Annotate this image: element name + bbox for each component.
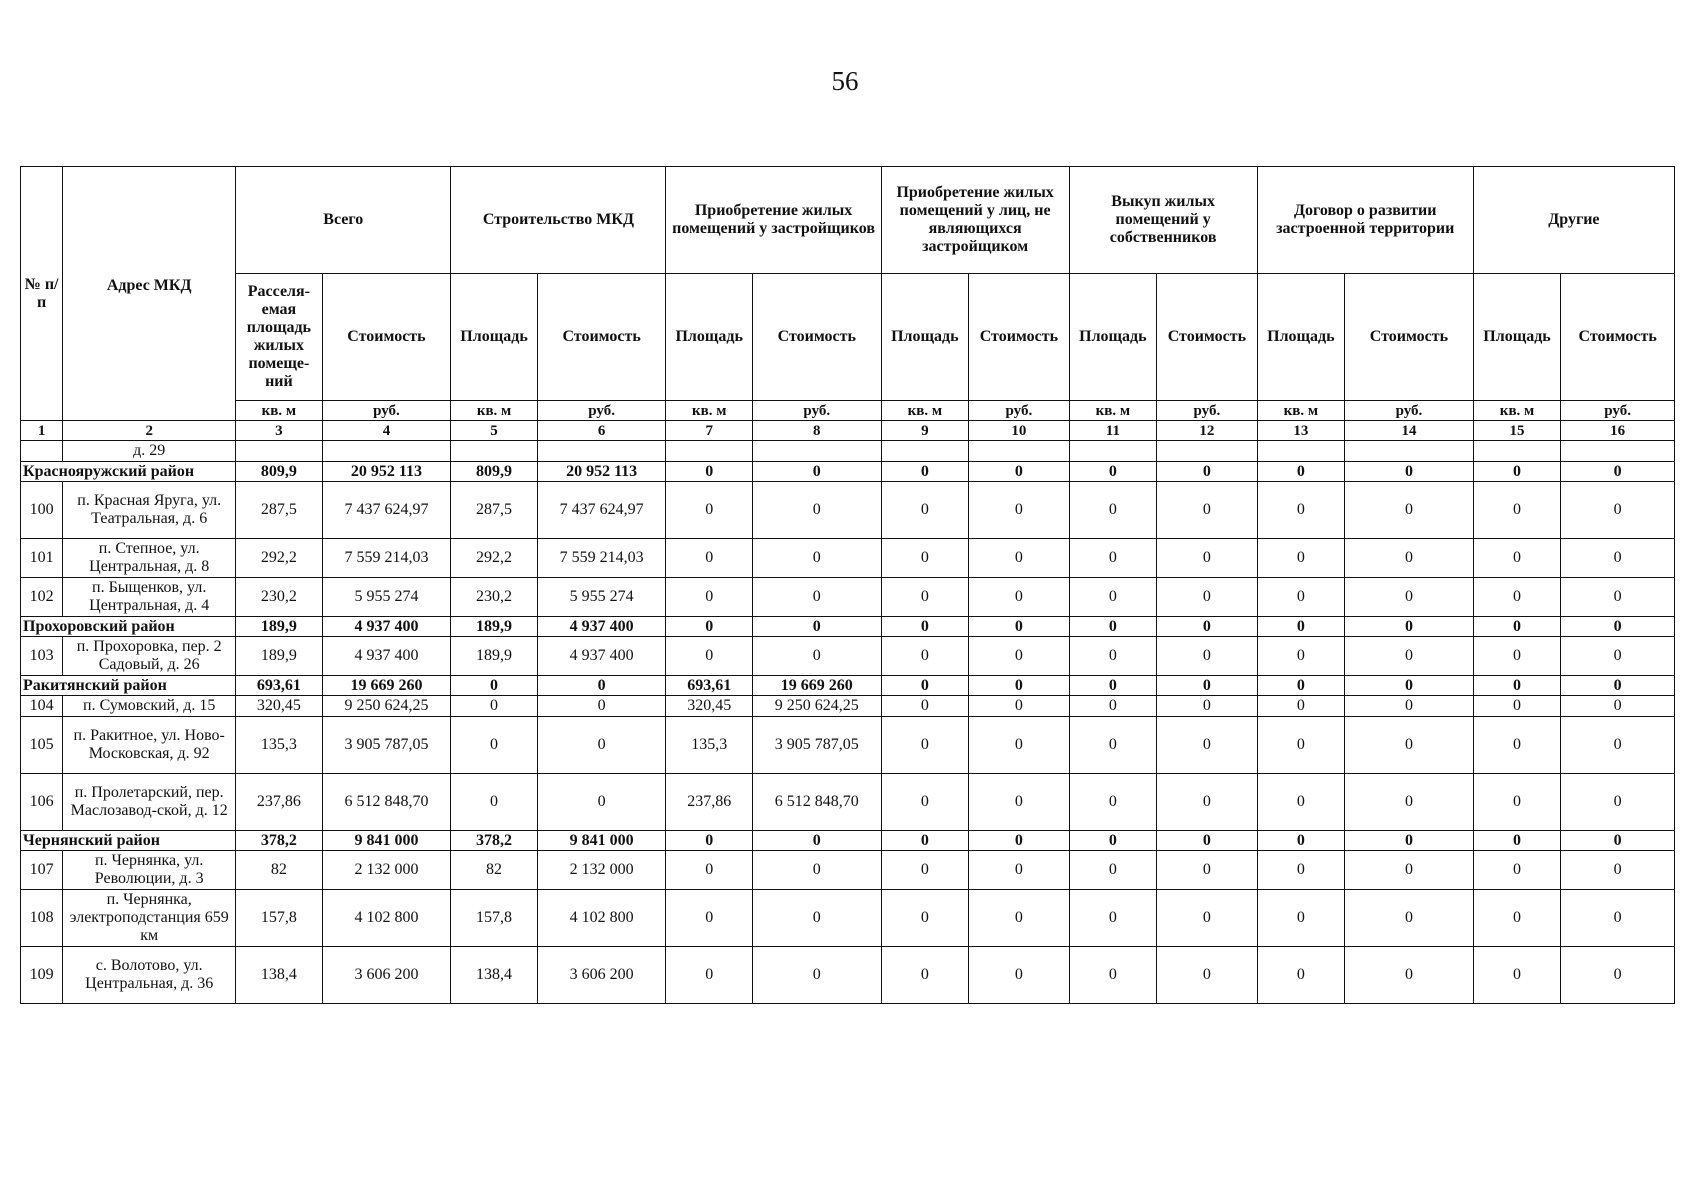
row-value: 5 955 274 xyxy=(537,578,666,617)
row-value: 0 xyxy=(1345,831,1474,851)
unit-area: кв. м xyxy=(881,401,968,421)
unit-area: кв. м xyxy=(1257,401,1344,421)
row-value: 4 937 400 xyxy=(537,637,666,676)
row-value: 0 xyxy=(881,851,968,890)
row-value: 0 xyxy=(537,774,666,831)
district-row xyxy=(21,831,1675,851)
row-value: 0 xyxy=(752,578,881,617)
row-value: 7 437 624,97 xyxy=(322,482,451,539)
header-group-construction: Строительство МКД xyxy=(451,167,666,274)
unit-area: кв. м xyxy=(236,401,322,421)
row-value: 0 xyxy=(537,696,666,717)
header-sub-cost: Стоимость xyxy=(1345,274,1474,401)
row-value: 0 xyxy=(666,890,752,947)
row-value: 7 559 214,03 xyxy=(537,539,666,578)
row-value: 0 xyxy=(1069,890,1156,947)
row-value: 0 xyxy=(1473,774,1560,831)
row-address: д. 29 xyxy=(63,441,236,462)
row-value: 0 xyxy=(1157,637,1258,676)
table-row xyxy=(21,890,1675,947)
row-value: 0 xyxy=(1345,676,1474,696)
row-value: 3 905 787,05 xyxy=(752,717,881,774)
row-value: 0 xyxy=(969,578,1070,617)
row-address: п. Степное, ул. Центральная, д. 8 xyxy=(63,539,236,578)
header-sub-cost: Стоимость xyxy=(752,274,881,401)
row-value: 0 xyxy=(666,462,752,482)
row-value: 0 xyxy=(881,617,968,637)
row-value: 0 xyxy=(969,831,1070,851)
row-value: 292,2 xyxy=(236,539,322,578)
district-name: Прохоровский район xyxy=(21,617,236,637)
row-value: 82 xyxy=(451,851,537,890)
row-value: 0 xyxy=(969,676,1070,696)
row-value: 0 xyxy=(752,462,881,482)
unit-area: кв. м xyxy=(666,401,752,421)
header-units-row xyxy=(21,401,1675,421)
row-value: 4 937 400 xyxy=(322,637,451,676)
row-value: 230,2 xyxy=(236,578,322,617)
row-value: 0 xyxy=(1345,482,1474,539)
unit-rub: руб. xyxy=(1561,401,1675,421)
row-value: 0 xyxy=(752,947,881,1004)
row-value: 4 937 400 xyxy=(322,617,451,637)
row-value: 0 xyxy=(1345,717,1474,774)
row-value: 0 xyxy=(969,617,1070,637)
row-value: 7 559 214,03 xyxy=(322,539,451,578)
row-value: 189,9 xyxy=(451,637,537,676)
header-address: Адрес МКД xyxy=(63,167,236,421)
header-sub-area: Площадь xyxy=(1473,274,1560,401)
row-value: 0 xyxy=(1157,696,1258,717)
row-number: 109 xyxy=(21,947,63,1004)
header-sub-cost: Стоимость xyxy=(1561,274,1675,401)
row-value: 0 xyxy=(1157,539,1258,578)
row-value: 0 xyxy=(1473,717,1560,774)
row-value: 0 xyxy=(881,717,968,774)
row-value: 0 xyxy=(1069,696,1156,717)
table-row xyxy=(21,774,1675,831)
row-value: 0 xyxy=(1157,462,1258,482)
row-value: 237,86 xyxy=(666,774,752,831)
row-number: 102 xyxy=(21,578,63,617)
row-value: 0 xyxy=(1257,482,1344,539)
row-value: 0 xyxy=(1345,696,1474,717)
row-value: 0 xyxy=(1257,947,1344,1004)
row-value: 0 xyxy=(969,539,1070,578)
row-number: 104 xyxy=(21,696,63,717)
row-value: 0 xyxy=(969,851,1070,890)
header-sub-area: Площадь xyxy=(666,274,752,401)
row-value: 4 937 400 xyxy=(537,617,666,637)
row-value: 0 xyxy=(537,717,666,774)
row-value: 0 xyxy=(1157,482,1258,539)
row-number: 105 xyxy=(21,717,63,774)
row-value: 0 xyxy=(1561,676,1675,696)
row-value: 237,86 xyxy=(236,774,322,831)
row-value: 0 xyxy=(1345,890,1474,947)
header-sub-area: Площадь xyxy=(1257,274,1344,401)
row-value: 135,3 xyxy=(666,717,752,774)
row-value: 0 xyxy=(881,482,968,539)
row-value: 20 952 113 xyxy=(537,462,666,482)
row-value: 287,5 xyxy=(236,482,322,539)
row-value: 0 xyxy=(1069,676,1156,696)
district-row xyxy=(21,462,1675,482)
row-value: 6 512 848,70 xyxy=(752,774,881,831)
row-value: 0 xyxy=(1069,717,1156,774)
row-value: 0 xyxy=(881,462,968,482)
row-value: 0 xyxy=(1069,617,1156,637)
row-value: 0 xyxy=(1069,462,1156,482)
column-number: 11 xyxy=(1069,421,1156,441)
row-value: 2 132 000 xyxy=(322,851,451,890)
row-value: 0 xyxy=(1561,482,1675,539)
header-group-buyout-owners: Выкуп жилых помещений у собственников xyxy=(1069,167,1257,274)
row-value: 0 xyxy=(752,851,881,890)
column-number: 14 xyxy=(1345,421,1474,441)
unit-rub: руб. xyxy=(537,401,666,421)
row-value: 0 xyxy=(752,482,881,539)
row-value: 0 xyxy=(1561,539,1675,578)
row-value: 0 xyxy=(1157,578,1258,617)
row-value: 0 xyxy=(1473,831,1560,851)
header-group-other: Другие xyxy=(1473,167,1674,274)
column-number: 2 xyxy=(63,421,236,441)
row-value: 0 xyxy=(1069,947,1156,1004)
row-value: 0 xyxy=(1257,851,1344,890)
row-value: 0 xyxy=(666,637,752,676)
row-value: 693,61 xyxy=(236,676,322,696)
row-value: 0 xyxy=(1473,676,1560,696)
row-value: 0 xyxy=(1473,696,1560,717)
row-value: 0 xyxy=(1473,539,1560,578)
row-value: 0 xyxy=(752,831,881,851)
row-value: 138,4 xyxy=(451,947,537,1004)
header-sub-area: Площадь xyxy=(881,274,968,401)
row-value: 0 xyxy=(1473,578,1560,617)
row-value: 0 xyxy=(969,717,1070,774)
row-value: 0 xyxy=(1473,947,1560,1004)
row-value: 0 xyxy=(1561,890,1675,947)
row-value: 0 xyxy=(881,831,968,851)
row-value: 0 xyxy=(1257,617,1344,637)
row-value: 0 xyxy=(1257,637,1344,676)
column-number: 13 xyxy=(1257,421,1344,441)
header-sub-cost: Стоимость xyxy=(537,274,666,401)
row-value: 3 606 200 xyxy=(322,947,451,1004)
row-value: 0 xyxy=(1345,578,1474,617)
row-address: с. Волотово, ул. Центральная, д. 36 xyxy=(63,947,236,1004)
row-value: 0 xyxy=(969,947,1070,1004)
table-row xyxy=(21,717,1675,774)
row-value: 0 xyxy=(752,637,881,676)
column-number: 6 xyxy=(537,421,666,441)
header-group-row xyxy=(21,167,1675,274)
unit-rub: руб. xyxy=(322,401,451,421)
header-num: № п/п xyxy=(21,167,63,421)
row-value: 0 xyxy=(1069,831,1156,851)
row-address: п. Сумовский, д. 15 xyxy=(63,696,236,717)
column-number: 3 xyxy=(236,421,322,441)
row-value: 9 841 000 xyxy=(322,831,451,851)
row-value: 82 xyxy=(236,851,322,890)
row-value: 0 xyxy=(1157,890,1258,947)
row-value: 287,5 xyxy=(451,482,537,539)
row-value: 0 xyxy=(1157,851,1258,890)
table-row xyxy=(21,482,1675,539)
row-number: 107 xyxy=(21,851,63,890)
page-number: 56 xyxy=(831,66,859,96)
row-value: 0 xyxy=(969,482,1070,539)
table-row xyxy=(21,578,1675,617)
header-sub-cost: Стоимость xyxy=(322,274,451,401)
row-value: 189,9 xyxy=(451,617,537,637)
unit-rub: руб. xyxy=(1345,401,1474,421)
row-value: 292,2 xyxy=(451,539,537,578)
unit-rub: руб. xyxy=(969,401,1070,421)
row-value: 0 xyxy=(969,462,1070,482)
row-value: 0 xyxy=(1257,831,1344,851)
row-value: 0 xyxy=(1069,578,1156,617)
row-value: 0 xyxy=(1561,637,1675,676)
row-value: 0 xyxy=(1345,617,1474,637)
continuation-row xyxy=(21,441,1675,462)
row-value: 0 xyxy=(666,831,752,851)
row-value: 0 xyxy=(881,947,968,1004)
row-value: 0 xyxy=(969,890,1070,947)
row-value: 5 955 274 xyxy=(322,578,451,617)
row-value: 0 xyxy=(969,774,1070,831)
row-value: 230,2 xyxy=(451,578,537,617)
row-value: 9 841 000 xyxy=(537,831,666,851)
row-value: 0 xyxy=(1257,696,1344,717)
row-value: 0 xyxy=(1561,947,1675,1004)
row-address: п. Чернянка, электроподстанция 659 км xyxy=(63,890,236,947)
row-number: 101 xyxy=(21,539,63,578)
row-address: п. Красная Яруга, ул. Театральная, д. 6 xyxy=(63,482,236,539)
row-value: 3 606 200 xyxy=(537,947,666,1004)
row-value: 0 xyxy=(969,637,1070,676)
header-group-purchase-non-developers: Приобретение жилых помещений у лиц, не являющихся застройщиком xyxy=(881,167,1069,274)
row-value: 19 669 260 xyxy=(752,676,881,696)
row-value: 2 132 000 xyxy=(537,851,666,890)
row-value: 0 xyxy=(1069,851,1156,890)
header-sub-area: Площадь xyxy=(451,274,537,401)
row-address: п. Ракитное, ул. Ново-Московская, д. 92 xyxy=(63,717,236,774)
unit-area: кв. м xyxy=(1069,401,1156,421)
row-value: 0 xyxy=(1069,637,1156,676)
row-value: 0 xyxy=(1561,774,1675,831)
header-group-territory-development: Договор о развитии застроенной территории xyxy=(1257,167,1473,274)
row-value: 0 xyxy=(666,482,752,539)
district-row xyxy=(21,676,1675,696)
row-value: 0 xyxy=(969,696,1070,717)
column-number: 1 xyxy=(21,421,63,441)
row-value: 9 250 624,25 xyxy=(322,696,451,717)
row-value: 0 xyxy=(1257,539,1344,578)
row-number: 106 xyxy=(21,774,63,831)
row-value: 0 xyxy=(1561,831,1675,851)
row-value: 0 xyxy=(1257,676,1344,696)
row-value: 0 xyxy=(1345,851,1474,890)
table-row xyxy=(21,947,1675,1004)
row-value: 0 xyxy=(1257,774,1344,831)
row-value: 0 xyxy=(1257,717,1344,774)
header-group-total: Всего xyxy=(236,167,451,274)
column-number-row xyxy=(21,421,1675,441)
table-row xyxy=(21,539,1675,578)
row-value: 0 xyxy=(1473,890,1560,947)
table-body xyxy=(21,441,1675,1004)
row-value: 0 xyxy=(1257,578,1344,617)
unit-rub: руб. xyxy=(1157,401,1258,421)
row-value: 0 xyxy=(1157,831,1258,851)
row-number: 103 xyxy=(21,637,63,676)
row-value: 7 437 624,97 xyxy=(537,482,666,539)
row-value: 0 xyxy=(1157,774,1258,831)
header-sub-area-total: Расселя-емая площадь жилых помеще-ний xyxy=(236,274,322,401)
column-number: 16 xyxy=(1561,421,1675,441)
row-value: 0 xyxy=(752,539,881,578)
row-value: 0 xyxy=(451,676,537,696)
row-value: 0 xyxy=(1561,696,1675,717)
row-value: 0 xyxy=(1473,482,1560,539)
row-value: 0 xyxy=(881,637,968,676)
header-sub-area: Площадь xyxy=(1069,274,1156,401)
district-name: Краснояружский район xyxy=(21,462,236,482)
district-row xyxy=(21,617,1675,637)
row-value: 0 xyxy=(881,890,968,947)
row-value: 9 250 624,25 xyxy=(752,696,881,717)
row-value: 0 xyxy=(1561,851,1675,890)
row-value: 0 xyxy=(1561,578,1675,617)
row-value: 0 xyxy=(1157,717,1258,774)
district-name: Ракитянский район xyxy=(21,676,236,696)
row-value: 0 xyxy=(451,774,537,831)
row-value: 0 xyxy=(451,696,537,717)
row-value: 0 xyxy=(666,947,752,1004)
row-value: 189,9 xyxy=(236,637,322,676)
table-row xyxy=(21,637,1675,676)
header-sub-cost: Стоимость xyxy=(969,274,1070,401)
row-value: 378,2 xyxy=(451,831,537,851)
column-number: 7 xyxy=(666,421,752,441)
row-value: 0 xyxy=(881,696,968,717)
row-value: 0 xyxy=(1561,617,1675,637)
column-number: 12 xyxy=(1157,421,1258,441)
table-row xyxy=(21,851,1675,890)
row-value: 0 xyxy=(1345,539,1474,578)
row-value: 0 xyxy=(1069,482,1156,539)
column-number: 5 xyxy=(451,421,537,441)
row-value: 0 xyxy=(1473,462,1560,482)
row-value: 0 xyxy=(1345,947,1474,1004)
row-value: 6 512 848,70 xyxy=(322,774,451,831)
row-value: 0 xyxy=(451,717,537,774)
row-value: 0 xyxy=(1345,774,1474,831)
row-value: 0 xyxy=(1257,462,1344,482)
row-value: 20 952 113 xyxy=(322,462,451,482)
row-value: 157,8 xyxy=(451,890,537,947)
row-value: 320,45 xyxy=(666,696,752,717)
row-value: 135,3 xyxy=(236,717,322,774)
relocation-table xyxy=(20,166,1675,1004)
row-value: 0 xyxy=(666,851,752,890)
row-value: 0 xyxy=(1473,637,1560,676)
row-value: 0 xyxy=(1561,462,1675,482)
row-value: 189,9 xyxy=(236,617,322,637)
row-address: п. Чернянка, ул. Революции, д. 3 xyxy=(63,851,236,890)
row-value: 0 xyxy=(666,617,752,637)
column-number: 8 xyxy=(752,421,881,441)
unit-rub: руб. xyxy=(752,401,881,421)
row-value: 0 xyxy=(881,578,968,617)
unit-area: кв. м xyxy=(1473,401,1560,421)
row-number: 108 xyxy=(21,890,63,947)
row-value: 0 xyxy=(1069,774,1156,831)
row-value: 0 xyxy=(1561,717,1675,774)
row-value: 0 xyxy=(1157,947,1258,1004)
row-value: 693,61 xyxy=(666,676,752,696)
row-value: 378,2 xyxy=(236,831,322,851)
header-sub-row xyxy=(21,274,1675,401)
row-number xyxy=(21,441,63,462)
row-value: 0 xyxy=(881,676,968,696)
row-value: 0 xyxy=(537,676,666,696)
district-name: Чернянский район xyxy=(21,831,236,851)
row-value: 809,9 xyxy=(236,462,322,482)
row-value: 3 905 787,05 xyxy=(322,717,451,774)
row-value: 138,4 xyxy=(236,947,322,1004)
header-sub-cost: Стоимость xyxy=(1157,274,1258,401)
row-value: 0 xyxy=(881,539,968,578)
row-value: 0 xyxy=(1069,539,1156,578)
row-value: 0 xyxy=(666,578,752,617)
row-value: 157,8 xyxy=(236,890,322,947)
row-number: 100 xyxy=(21,482,63,539)
row-value: 320,45 xyxy=(236,696,322,717)
table-row xyxy=(21,696,1675,717)
unit-area: кв. м xyxy=(451,401,537,421)
row-value: 0 xyxy=(1473,617,1560,637)
column-number: 10 xyxy=(969,421,1070,441)
row-value: 0 xyxy=(752,890,881,947)
row-value: 0 xyxy=(1157,617,1258,637)
row-value: 0 xyxy=(1257,890,1344,947)
row-value: 0 xyxy=(666,539,752,578)
column-number: 9 xyxy=(881,421,968,441)
row-address: п. Быщенков, ул. Центральная, д. 4 xyxy=(63,578,236,617)
row-address: п. Прохоровка, пер. 2 Садовый, д. 26 xyxy=(63,637,236,676)
row-value: 0 xyxy=(1345,637,1474,676)
row-value: 4 102 800 xyxy=(322,890,451,947)
column-number: 15 xyxy=(1473,421,1560,441)
row-value: 0 xyxy=(752,617,881,637)
row-value: 4 102 800 xyxy=(537,890,666,947)
row-value: 0 xyxy=(1473,851,1560,890)
header-group-purchase-developers: Приобретение жилых помещений у застройщиков xyxy=(666,167,881,274)
row-value: 0 xyxy=(1157,676,1258,696)
row-value: 809,9 xyxy=(451,462,537,482)
row-value: 19 669 260 xyxy=(322,676,451,696)
row-value: 0 xyxy=(1345,462,1474,482)
column-number: 4 xyxy=(322,421,451,441)
row-address: п. Пролетарский, пер. Маслозавод-ской, д. 12 xyxy=(63,774,236,831)
row-value: 0 xyxy=(881,774,968,831)
